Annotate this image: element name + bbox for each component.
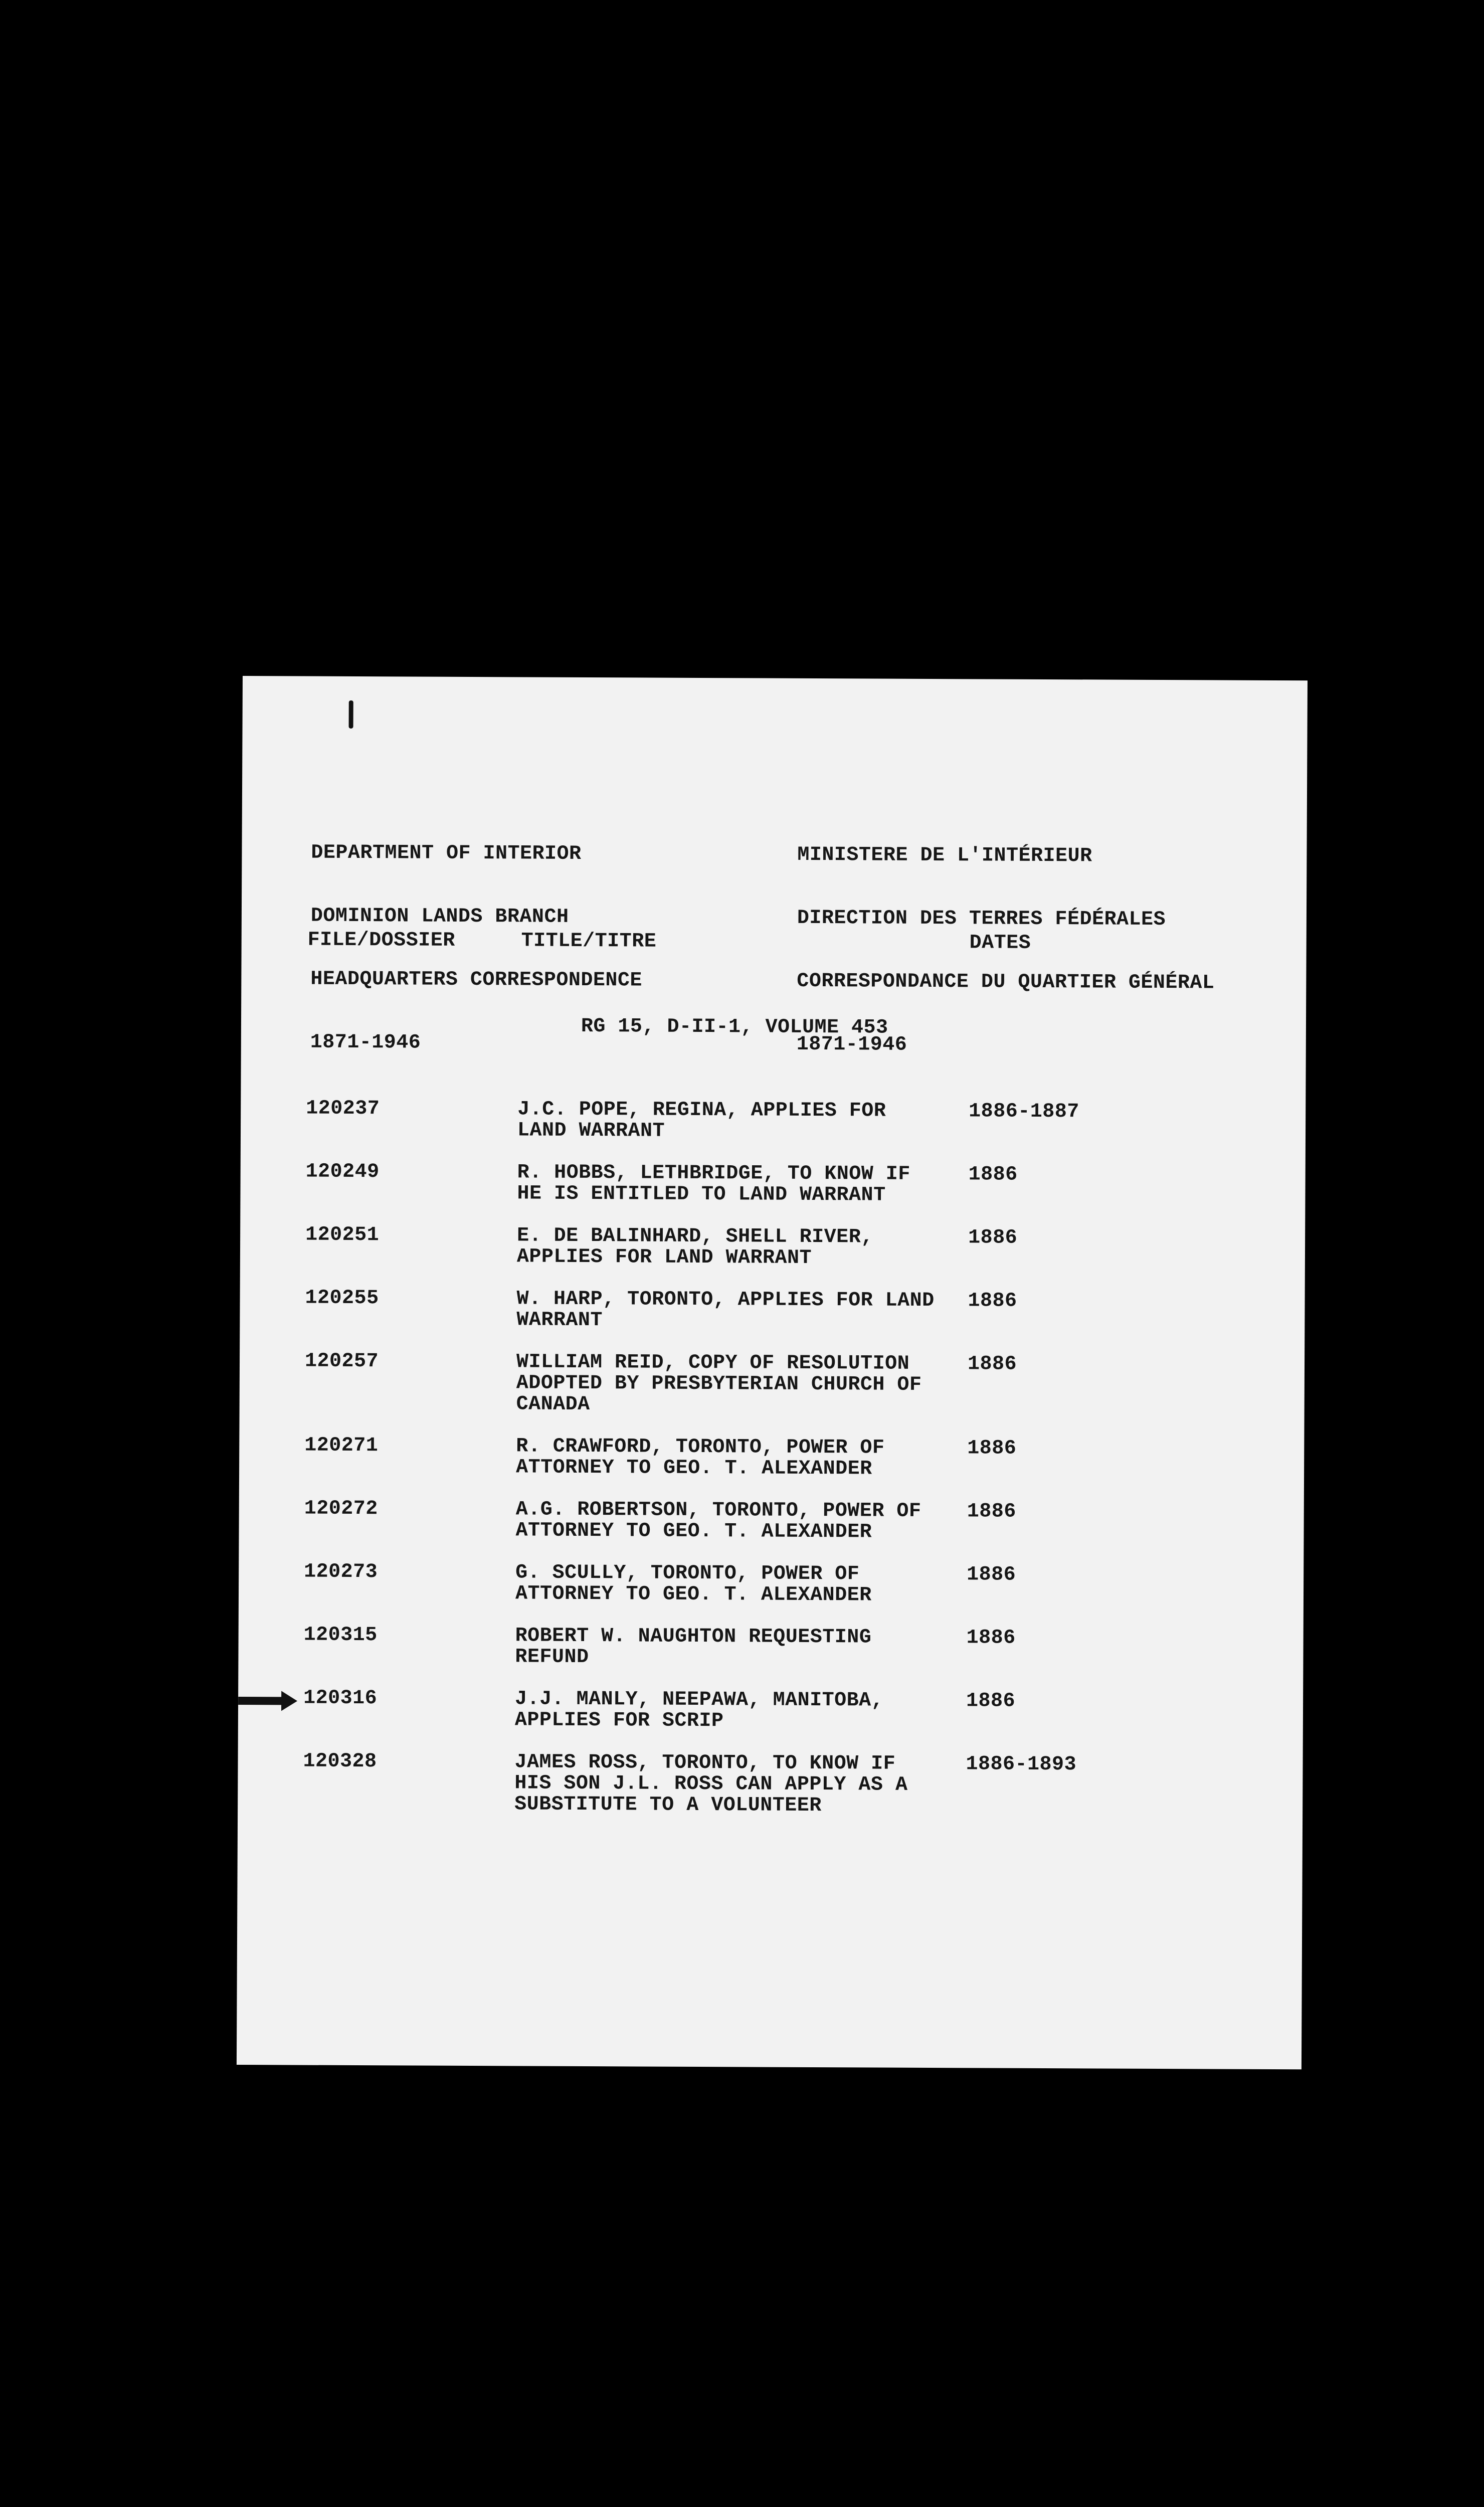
file-number: 120328 xyxy=(303,1750,377,1773)
header-line: DOMINION LANDS BRANCH xyxy=(310,905,569,929)
entry-title: A.G. ROBERTSON, TORONTO, POWER OF ATTORNEY TO GEO. T. ALEXANDER xyxy=(515,1498,921,1544)
file-number: 120251 xyxy=(305,1223,380,1247)
table-row xyxy=(238,1750,1303,1818)
entry-title: WILLIAM REID, COPY OF RESOLUTION ADOPTED BY PRESBYTERIAN CHURCH OF CANADA xyxy=(516,1351,922,1416)
volume-heading: RG 15, D-II-1, VOLUME 453 xyxy=(581,1015,888,1039)
file-number: 120249 xyxy=(305,1160,380,1184)
file-number: 120255 xyxy=(305,1287,379,1310)
entry-dates: 1886-1887 xyxy=(969,1100,1079,1124)
table-row xyxy=(239,1624,1304,1669)
entry-dates: 1886 xyxy=(968,1290,1017,1313)
entry-title: W. HARP, TORONTO, APPLIES FOR LAND WARRANT xyxy=(516,1288,935,1332)
entry-title: R. HOBBS, LETHBRIDGE, TO KNOW IF HE IS ENTITLED TO LAND WARRANT xyxy=(517,1161,910,1207)
entry-title: R. CRAWFORD, TORONTO, POWER OF ATTORNEY TO GEO. T. ALEXANDER xyxy=(516,1435,885,1481)
document-page xyxy=(237,676,1308,2069)
header-line: CORRESPONDANCE DU QUARTIER GÉNÉRAL xyxy=(797,970,1215,995)
entry-dates: 1886 xyxy=(967,1353,1017,1376)
table-row xyxy=(241,1160,1306,1207)
header-line: 1871-1946 xyxy=(796,1033,907,1056)
entry-title: J.J. MANLY, NEEPAWA, MANITOBA, APPLIES FOR SCRIP xyxy=(514,1688,884,1733)
file-number: 120271 xyxy=(304,1434,379,1458)
file-number: 120273 xyxy=(304,1560,378,1584)
column-header-file: FILE/DOSSIER xyxy=(307,929,455,952)
entry-dates: 1886 xyxy=(966,1627,1016,1650)
entry-dates: 1886 xyxy=(966,1690,1016,1713)
punch-mark xyxy=(349,700,353,729)
entry-dates: 1886-1893 xyxy=(966,1753,1077,1776)
file-number: 120316 xyxy=(303,1687,378,1710)
column-header-title: TITLE/TITRE xyxy=(521,930,657,953)
table-row xyxy=(240,1287,1305,1332)
table-row xyxy=(239,1560,1304,1607)
entry-dates: 1886 xyxy=(967,1563,1016,1586)
entry-title: JAMES ROSS, TORONTO, TO KNOW IF HIS SON J.L. ROSS CAN APPLY AS A SUBSTITUTE TO A VOLUNTEER xyxy=(514,1751,908,1818)
table-row xyxy=(240,1350,1305,1416)
header-line: HEADQUARTERS CORRESPONDENCE xyxy=(310,968,643,992)
header-line: DEPARTMENT OF INTERIOR xyxy=(311,841,582,865)
file-number: 120272 xyxy=(304,1497,378,1521)
entry-title: ROBERT W. NAUGHTON REQUESTING REFUND xyxy=(515,1625,872,1669)
entry-dates: 1886 xyxy=(967,1437,1017,1460)
entry-title: E. DE BALINHARD, SHELL RIVER, APPLIES FOR LAND WARRANT xyxy=(516,1224,873,1270)
entry-title: J.C. POPE, REGINA, APPLIES FOR LAND WARRANT xyxy=(517,1098,886,1143)
file-number: 120315 xyxy=(303,1624,378,1647)
column-header-dates: DATES xyxy=(969,932,1031,955)
entry-dates: 1886 xyxy=(968,1226,1018,1249)
header-line: 1871-1946 xyxy=(310,1031,421,1054)
header-line: DIRECTION DES TERRES FÉDÉRALES xyxy=(797,907,1166,932)
file-number: 120257 xyxy=(304,1350,379,1373)
table-row xyxy=(240,1223,1305,1270)
entry-dates: 1886 xyxy=(967,1500,1016,1523)
file-number: 120237 xyxy=(306,1097,380,1121)
table-row xyxy=(238,1687,1303,1733)
entry-dates: 1886 xyxy=(968,1163,1018,1186)
header-line: MINISTERE DE L'INTÉRIEUR xyxy=(797,843,1092,868)
arrow-right-icon xyxy=(238,1691,297,1711)
entry-title: G. SCULLY, TORONTO, POWER OF ATTORNEY TO GEO. T. ALEXANDER xyxy=(515,1561,872,1607)
table-row xyxy=(239,1434,1304,1481)
table-row xyxy=(239,1497,1304,1544)
